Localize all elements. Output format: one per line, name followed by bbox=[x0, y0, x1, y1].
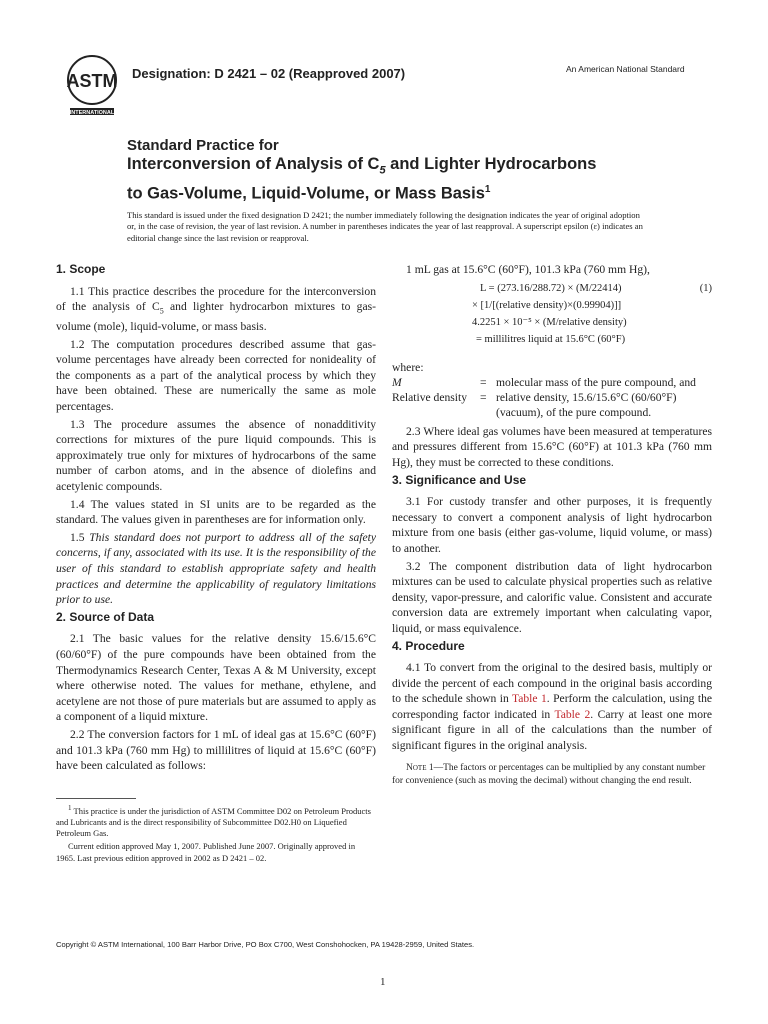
procedure-heading: 4. Procedure bbox=[392, 638, 465, 653]
table-2-link[interactable]: Table 2 bbox=[554, 707, 591, 721]
scope-heading: 1. Scope bbox=[56, 262, 106, 276]
significance-heading: 3. Significance and Use bbox=[392, 472, 527, 487]
copyright: Copyright © ASTM International, 100 Barr Harbor Drive, PO Box C700, West Conshohocken, PA 19428-2959, United States. bbox=[56, 940, 475, 949]
title-line-1: Standard Practice for bbox=[127, 137, 279, 154]
title-line-2: Interconversion of Analysis of $C_5$ and Lighter Hydrocarbons bbox=[127, 155, 597, 177]
footnote: $^1$ This practice is under the jurisdiction of ASTM Committee D02 on Petroleum Products and Lubricants and is the direct responsibility of Subcommittee D02.H0 on Liquefied Petroleum Gas. Current edition approved May 1, 2007. Published June 2007. Originally approved in 1965. Last previous edition approved in 2002 as D 2421 – 02. bbox=[56, 804, 371, 863]
para-4-1: 4.1 To convert from the original to the desired basis, multiply or divide the percent of each compound in the original basis according to the schedule shown in Table 1. Perform the calculation, using the corresponding factor indicated in Table 2. Carry at least one more significant figure in all of the calculations than the number of significant figures in the original analysis. bbox=[392, 661, 713, 753]
page-number: 1 bbox=[380, 976, 386, 988]
svg-text:INTERNATIONAL: INTERNATIONAL bbox=[69, 110, 115, 116]
right-column bbox=[392, 262, 712, 788]
issued-note: This standard is issued under the fixed designation D 2421; the number immediately following the designation indicates the year of original adoption or, in the case of revision, the year of last revision. A number in parentheses indicates the year of last reapproval. A superscript epsilon (ε) indicates an editorial change since the last revision or reapproval. bbox=[127, 210, 643, 243]
para-3-1: 3.1 For custody transfer and other purposes, it is frequently necessary to convert a component analysis of light hydrocarbon mixture from one basis (either gas-volume, liquid volume, or mass) to another. bbox=[392, 495, 712, 555]
svg-text:ASTM: ASTM bbox=[66, 71, 118, 91]
para-3-2: 3.2 The component distribution data of light hydrocarbon mixtures can be used to calculate physical properties such as relative density, vapor-pressure, and calorific value. Consistent and accurate conversion data are extremely important when calculating vapor, liquid, or mass equivalence. bbox=[392, 559, 712, 635]
designation: Designation: D 2421 – 02 (Reapproved 2007) bbox=[132, 66, 406, 81]
para-1-3: 1.3 The procedure assumes the absence of nonadditivity corrections for mixtures of the pure liquid compounds. This is approximately true only for mixtures of hydrocarbons of the same number of carbon atoms, and in the absence of diolefins and acetylenic compounds. bbox=[56, 417, 376, 494]
equation-1: L = (273.16/288.72) × (M/22414) (1) × [1/[(relative density)×(0.99904)]] 4.2251 × 10⁻⁵ × (M/relative density) = millilitres liquid at 15.6°C (60°F) bbox=[392, 280, 712, 348]
title-line-3: to Gas-Volume, Liquid-Volume, or Mass Basis$^1$ bbox=[127, 184, 491, 203]
para-2-2: 2.2 The conversion factors for 1 mL of ideal gas at 15.6°C (60°F) and 101.3 kPa (760 mm Hg) to millilitres of liquid at 15.6°C (60°F) have been calculated as follows: bbox=[56, 727, 376, 773]
document-title bbox=[127, 136, 667, 204]
para-1-2: 1.2 The computation procedures described assume that gas-volume percentages have already been corrected for nonideality of the components as a part of the analytical process by which they have been obtained. These are numerically the same as mole percentages. bbox=[56, 337, 376, 414]
source-heading: 2. Source of Data bbox=[56, 609, 155, 624]
para-1-5: 1.5 This standard does not purport to address all of the safety concerns, if any, associated with its use. It is the responsibility of the user of this standard to establish appropriate safety and health practices and determine the applicability of regulatory limitations prior to use. bbox=[56, 530, 376, 607]
where-block: where: M = molecular mass of the pure compound, and Relative density = relative density, 15.6/15.6°C (60/60°F) (vacuum), of the pure compound. bbox=[392, 360, 696, 419]
footnote-rule bbox=[56, 798, 136, 799]
para-1-4: 1.4 The values stated in SI units are to be regarded as the standard. The values given in parentheses are for information only. bbox=[56, 497, 376, 527]
para-2-3: 2.3 Where ideal gas volumes have been measured at temperatures and pressures different from 15.6°C (60°F) at 101.3 kPa (760 mm Hg), they must be corrected to these conditions. bbox=[392, 424, 712, 469]
left-column bbox=[56, 262, 376, 776]
equation-number: (1) bbox=[699, 282, 712, 294]
national-standard-label: An American National Standard bbox=[566, 64, 685, 74]
table-1-link[interactable]: Table 1 bbox=[511, 692, 547, 706]
equation-intro: 1 mL gas at 15.6°C (60°F), 101.3 kPa (760 mm Hg), bbox=[406, 263, 650, 276]
astm-logo-icon bbox=[62, 52, 122, 118]
para-2-1: 2.1 The basic values for the relative density 15.6/15.6°C (60/60°F) of the pure compounds have been obtained from the Thermodynamics Research Center, Texas A & M University, except where otherwise noted. The values for methane, ethylene, and acetylene are not those of pure materials but are assumed to apply as a component of a liquid mixture. bbox=[56, 632, 376, 724]
para-1-1: 1.1 This practice describes the procedure for the interconversion of the analysis of $C_5$ and lighter hydrocarbon mixtures to gas-volume (mole), liquid-volume, or mass basis. bbox=[56, 284, 376, 334]
note-1: Note 1—The factors or percentages can be multiplied by any constant number for convenience (such as moving the decimal) without changing the end result. bbox=[392, 762, 706, 786]
